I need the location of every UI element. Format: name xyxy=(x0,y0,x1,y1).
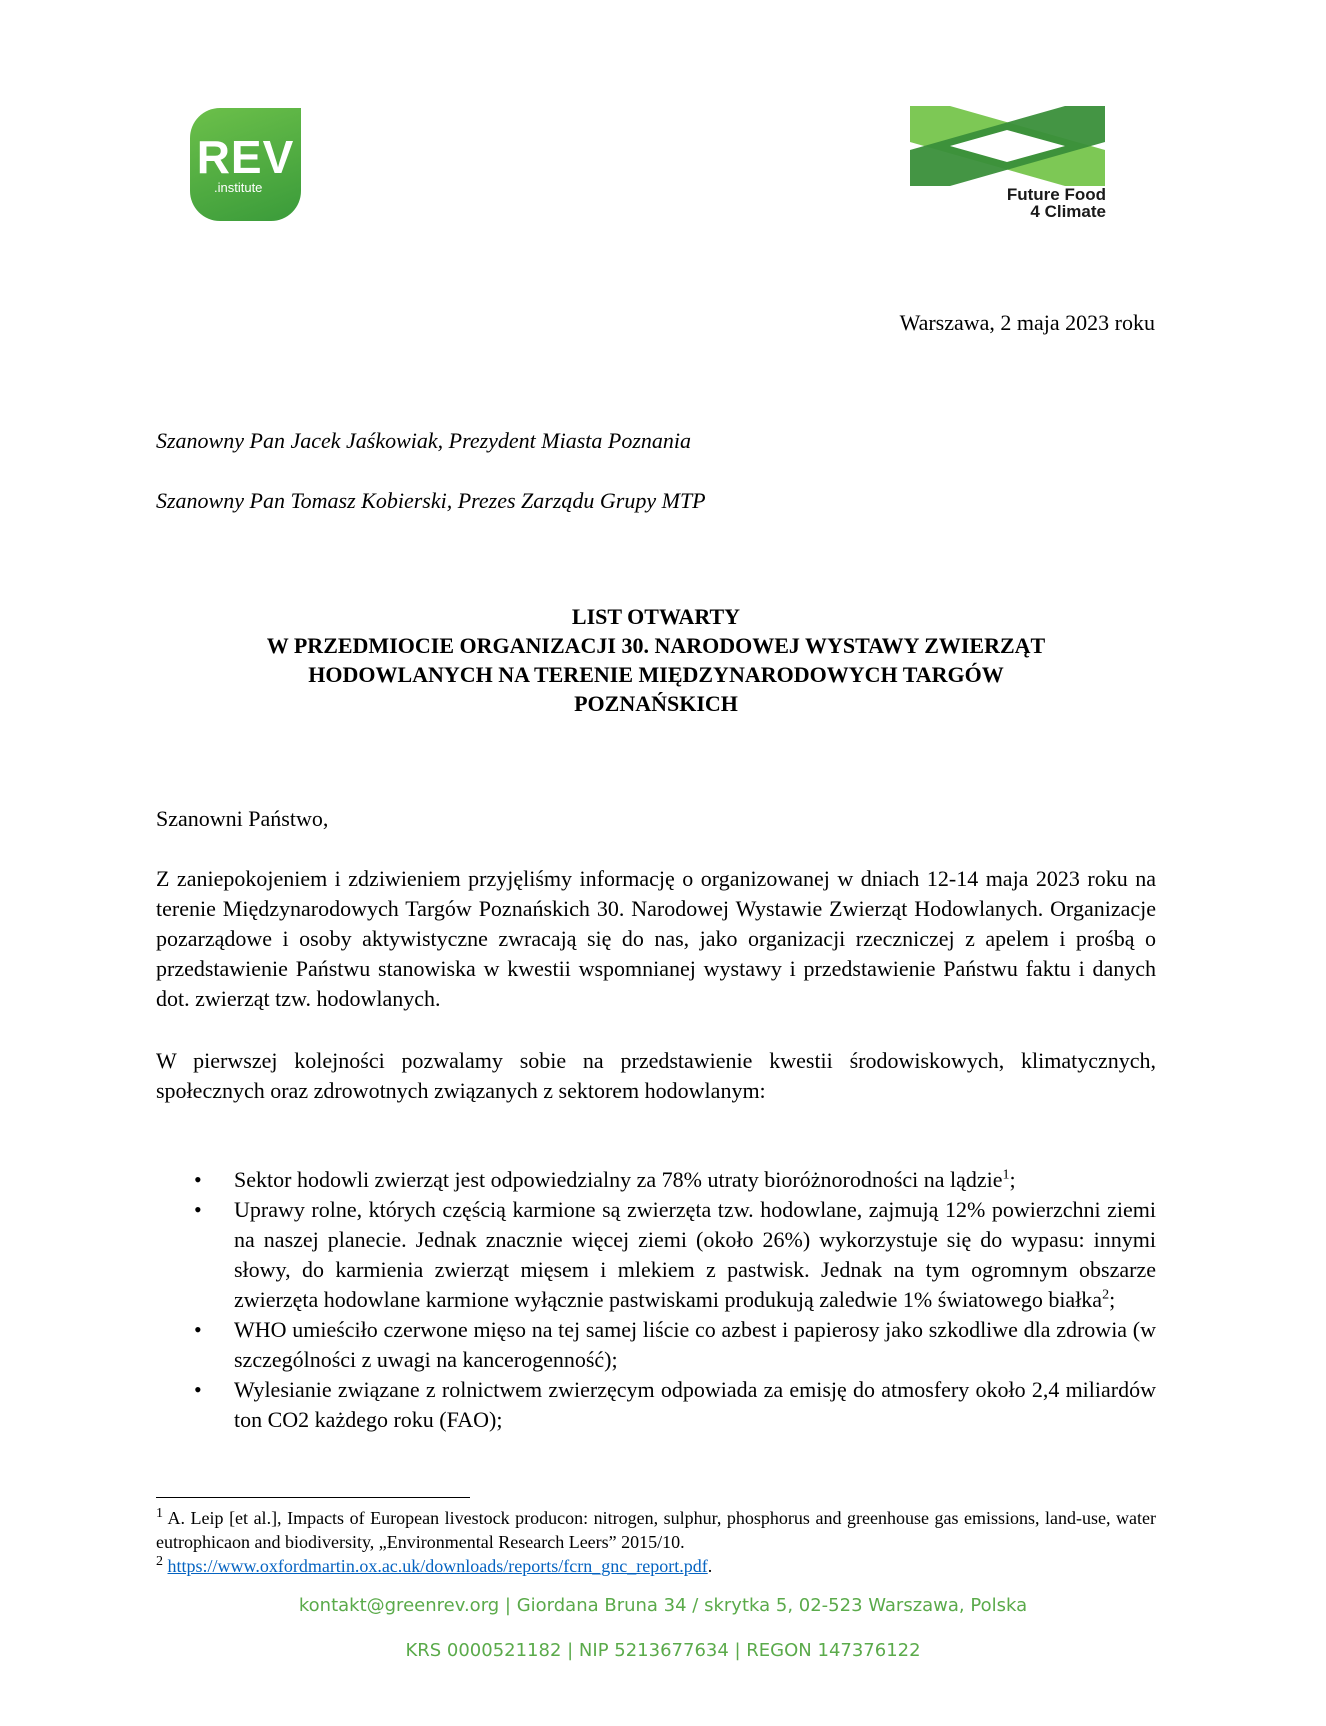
bullet-icon: • xyxy=(194,1377,202,1402)
addressee-2: Szanowny Pan Tomasz Kobierski, Prezes Zarządu Grupy MTP xyxy=(156,488,706,513)
paragraph-2: W pierwszej kolejności pozwalamy sobie na przedstawienie kwestii środowiskowych, klimatycznych, społecznych oraz zdrowotnych związanych z sektorem hodowlanym: xyxy=(156,1048,1156,1103)
rev-institute-logo xyxy=(190,108,301,221)
bullet-text: Wylesianie związane z rolnictwem zwierzęcym odpowiada za emisję do atmosfery około 2,4 miliardów ton CO2 każdego roku (FAO); xyxy=(234,1377,1156,1432)
rev-logo-text: REV xyxy=(196,131,295,183)
footnote-1 xyxy=(156,1506,1156,1554)
footnotes xyxy=(156,1506,1156,1578)
footer-contact-line: kontakt@greenrev.org | Giordana Bruna 34 / skrytka 5, 02-523 Warszawa, Polska xyxy=(298,1595,1028,1616)
future-food-logo-text xyxy=(960,186,1106,220)
list-item: • Uprawy rolne, których częścią karmione są zwierzęta tzw. hodowlane, zajmują 12% powierzchni ziemi na naszej planecie. Jednak znacznie więcej ziemi (około 26%) wykorzystuje się do wypasu: innymi słowy, do karmienia zwierząt mięsem i mlekiem z pastwisk. Jednak na tym ogromnym obszarze zwierzęta hodowlane karmione wyłącznie pastwiskami produkują zaledwie 1% światowego białka$^2$; xyxy=(194,1197,1156,1312)
footnote-number: 1 xyxy=(156,1506,163,1521)
greeting: Szanowni Państwo, xyxy=(156,806,329,831)
bullet-text: Sektor hodowli zwierząt jest odpowiedzialny za 78% utraty bioróżnorodności na lądzie xyxy=(234,1167,1003,1192)
footnote-text: A. Leip [et al.], Impacts of European livestock producon: nitrogen, sulphur, phosphorus and greenhouse gas emissions, land-use, water eutrophicaon and biodiversity, „Environmental Research Leers” 2015/10. xyxy=(156,1508,1156,1552)
paragraph-1: Z zaniepokojeniem i zdziwieniem przyjęliśmy informację o organizowanej w dniach 12-14 maja 2023 roku na terenie Międzynarodowych Targów Poznańskich 30. Narodowej Wystawie Zwierząt Hodowlanych. Organizacje pozarządowe i osoby aktywistyczne zwracają się do nas, jako organizacji rzeczniczej z apelem i prośbą o przedstawienie Państwu stanowiska w kwestii wspomnianej wystawy i przedstawienie Państwu faktu i danych dot. zwierząt tzw. hodowlanych. xyxy=(156,866,1156,1011)
bullet-icon: • xyxy=(194,1317,202,1342)
footnote-link[interactable]: https://www.oxfordmartin.ox.ac.uk/downloads/reports/fcrn_gnc_report.pdf xyxy=(167,1556,708,1576)
letter-title xyxy=(156,602,1156,718)
list-item: • Sektor hodowli zwierząt jest odpowiedzialny za 78% utraty bioróżnorodności na lądzie$^1$; xyxy=(156,1165,1156,1195)
footnote-number: 2 xyxy=(156,1554,163,1569)
bullet-text: Uprawy rolne, których częścią karmione są zwierzęta tzw. hodowlane, zajmują 12% powierzchni ziemi na naszej planecie. Jednak znacznie więcej ziemi (około 26%) wykorzystuje się do wypasu: innymi słowy, do karmienia zwierząt mięsem i mlekiem z pastwisk. Jednak na tym ogromnym obszarze zwierzęta hodowlane karmione wyłącznie pastwiskami produkują zaledwie 1% światowego białka xyxy=(234,1197,1156,1312)
footer-registry-line: KRS 0000521182 | NIP 5213677634 | REGON 147376122 xyxy=(405,1640,921,1661)
future-food-logo-mark xyxy=(910,106,1105,186)
title-line-1: LIST OTWARTY xyxy=(571,604,741,629)
bullet-list xyxy=(156,1165,1156,1435)
bullet-icon: • xyxy=(194,1197,202,1222)
list-item xyxy=(156,1315,1156,1375)
addressee-1: Szanowny Pan Jacek Jaśkowiak, Prezydent Miasta Poznania xyxy=(156,428,692,453)
letter-date: Warszawa, 2 maja 2023 roku xyxy=(899,310,1155,335)
footnote-2: $^2$ https://www.oxfordmartin.ox.ac.uk/downloads/reports/fcrn_gnc_report.pdf. xyxy=(156,1554,713,1576)
list-item xyxy=(156,1375,1156,1435)
footnote-ref: 2 xyxy=(1102,1287,1110,1303)
bullet-text: WHO umieściło czerwone mięso na tej samej liście co azbest i papierosy jako szkodliwe dla zdrowia (w szczególności z uwagi na kancerogenność); xyxy=(234,1317,1156,1372)
footnote-ref: 1 xyxy=(1002,1167,1010,1183)
title-line-4: POZNAŃSKICH xyxy=(574,691,738,716)
title-line-3: HODOWLANYCH NA TERENIE MIĘDZYNARODOWYCH TARGÓW xyxy=(308,662,1004,687)
rev-logo-subtext: .institute xyxy=(214,180,263,195)
footnote-separator xyxy=(156,1497,470,1498)
bullet-icon: • xyxy=(194,1167,202,1192)
ff-logo-line2: 4 Climate xyxy=(1030,202,1106,221)
ff-logo-line1: Future Food xyxy=(1006,185,1106,204)
title-line-2: W PRZEDMIOCIE ORGANIZACJI 30. NARODOWEJ WYSTAWY ZWIERZĄT xyxy=(266,633,1046,658)
